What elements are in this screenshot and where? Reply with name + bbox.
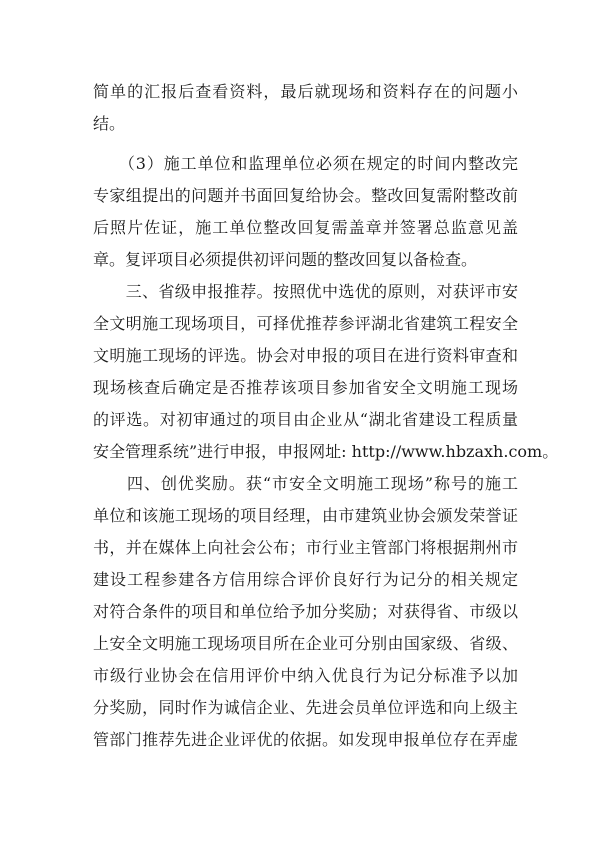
document-body [93, 76, 559, 756]
text-line: 结。 [93, 114, 126, 133]
text-line: 管部门推荐先进企业评优的依据。如发现申报单位存在弄虚 [93, 730, 518, 749]
text-line: 书，并在媒体上向社会公布；市行业主管部门将根据荆州市 [93, 538, 518, 557]
text-line: 建设工程参建各方信用综合评价良好行为记分的相关规定 [93, 570, 518, 589]
text-line: （3）施工单位和监理单位必须在规定的时间内整改完 [93, 154, 518, 173]
text-line: 专家组提出的问题并书面回复给协会。整改回复需附整改前 [93, 186, 518, 205]
text-line: 全文明施工现场项目，可择优推荐参评湖北省建筑工程安全 [93, 314, 518, 333]
text-line: 章。复评项目必须提供初评问题的整改回复以备检查。 [93, 250, 478, 269]
text-line: 三、省级申报推荐。按照优中选优的原则，对获评市安 [93, 282, 518, 301]
text-line: 上安全文明施工现场项目所在企业可分别由国家级、省级、 [93, 634, 518, 653]
text-line: 市级行业协会在信用评价中纳入优良行为记分标准予以加 [93, 666, 518, 685]
text-line: 分奖励，同时作为诚信企业、先进会员单位评选和向上级主 [93, 698, 518, 717]
text-line: 对符合条件的项目和单位给予加分奖励；对获得省、市级以 [93, 602, 518, 621]
paragraph-excellence-reward [93, 468, 518, 756]
text-line: 四、创优奖励。获“市安全文明施工现场”称号的施工 [93, 474, 518, 493]
paragraph-rectification [93, 148, 518, 276]
text-line: 后照片佐证，施工单位整改回复需盖章并签署总监意见盖 [93, 218, 518, 237]
text-line: 安全管理系统”进行申报，申报网址: http://www.hbzaxh.com。 [93, 442, 559, 461]
text-line: 简单的汇报后查看资料，最后就现场和资料存在的问题小 [93, 82, 518, 101]
paragraph-provincial-recommendation [93, 276, 559, 468]
text-line: 的评选。对初审通过的项目由企业从“湖北省建设工程质量 [93, 410, 518, 429]
text-line: 现场核查后确定是否推荐该项目参加省安全文明施工现场 [93, 378, 518, 397]
paragraph-review-summary [93, 76, 518, 140]
text-line: 文明施工现场的评选。协会对申报的项目在进行资料审查和 [93, 346, 518, 365]
text-line: 单位和该施工现场的项目经理，由市建筑业协会颁发荣誉证 [93, 506, 518, 525]
